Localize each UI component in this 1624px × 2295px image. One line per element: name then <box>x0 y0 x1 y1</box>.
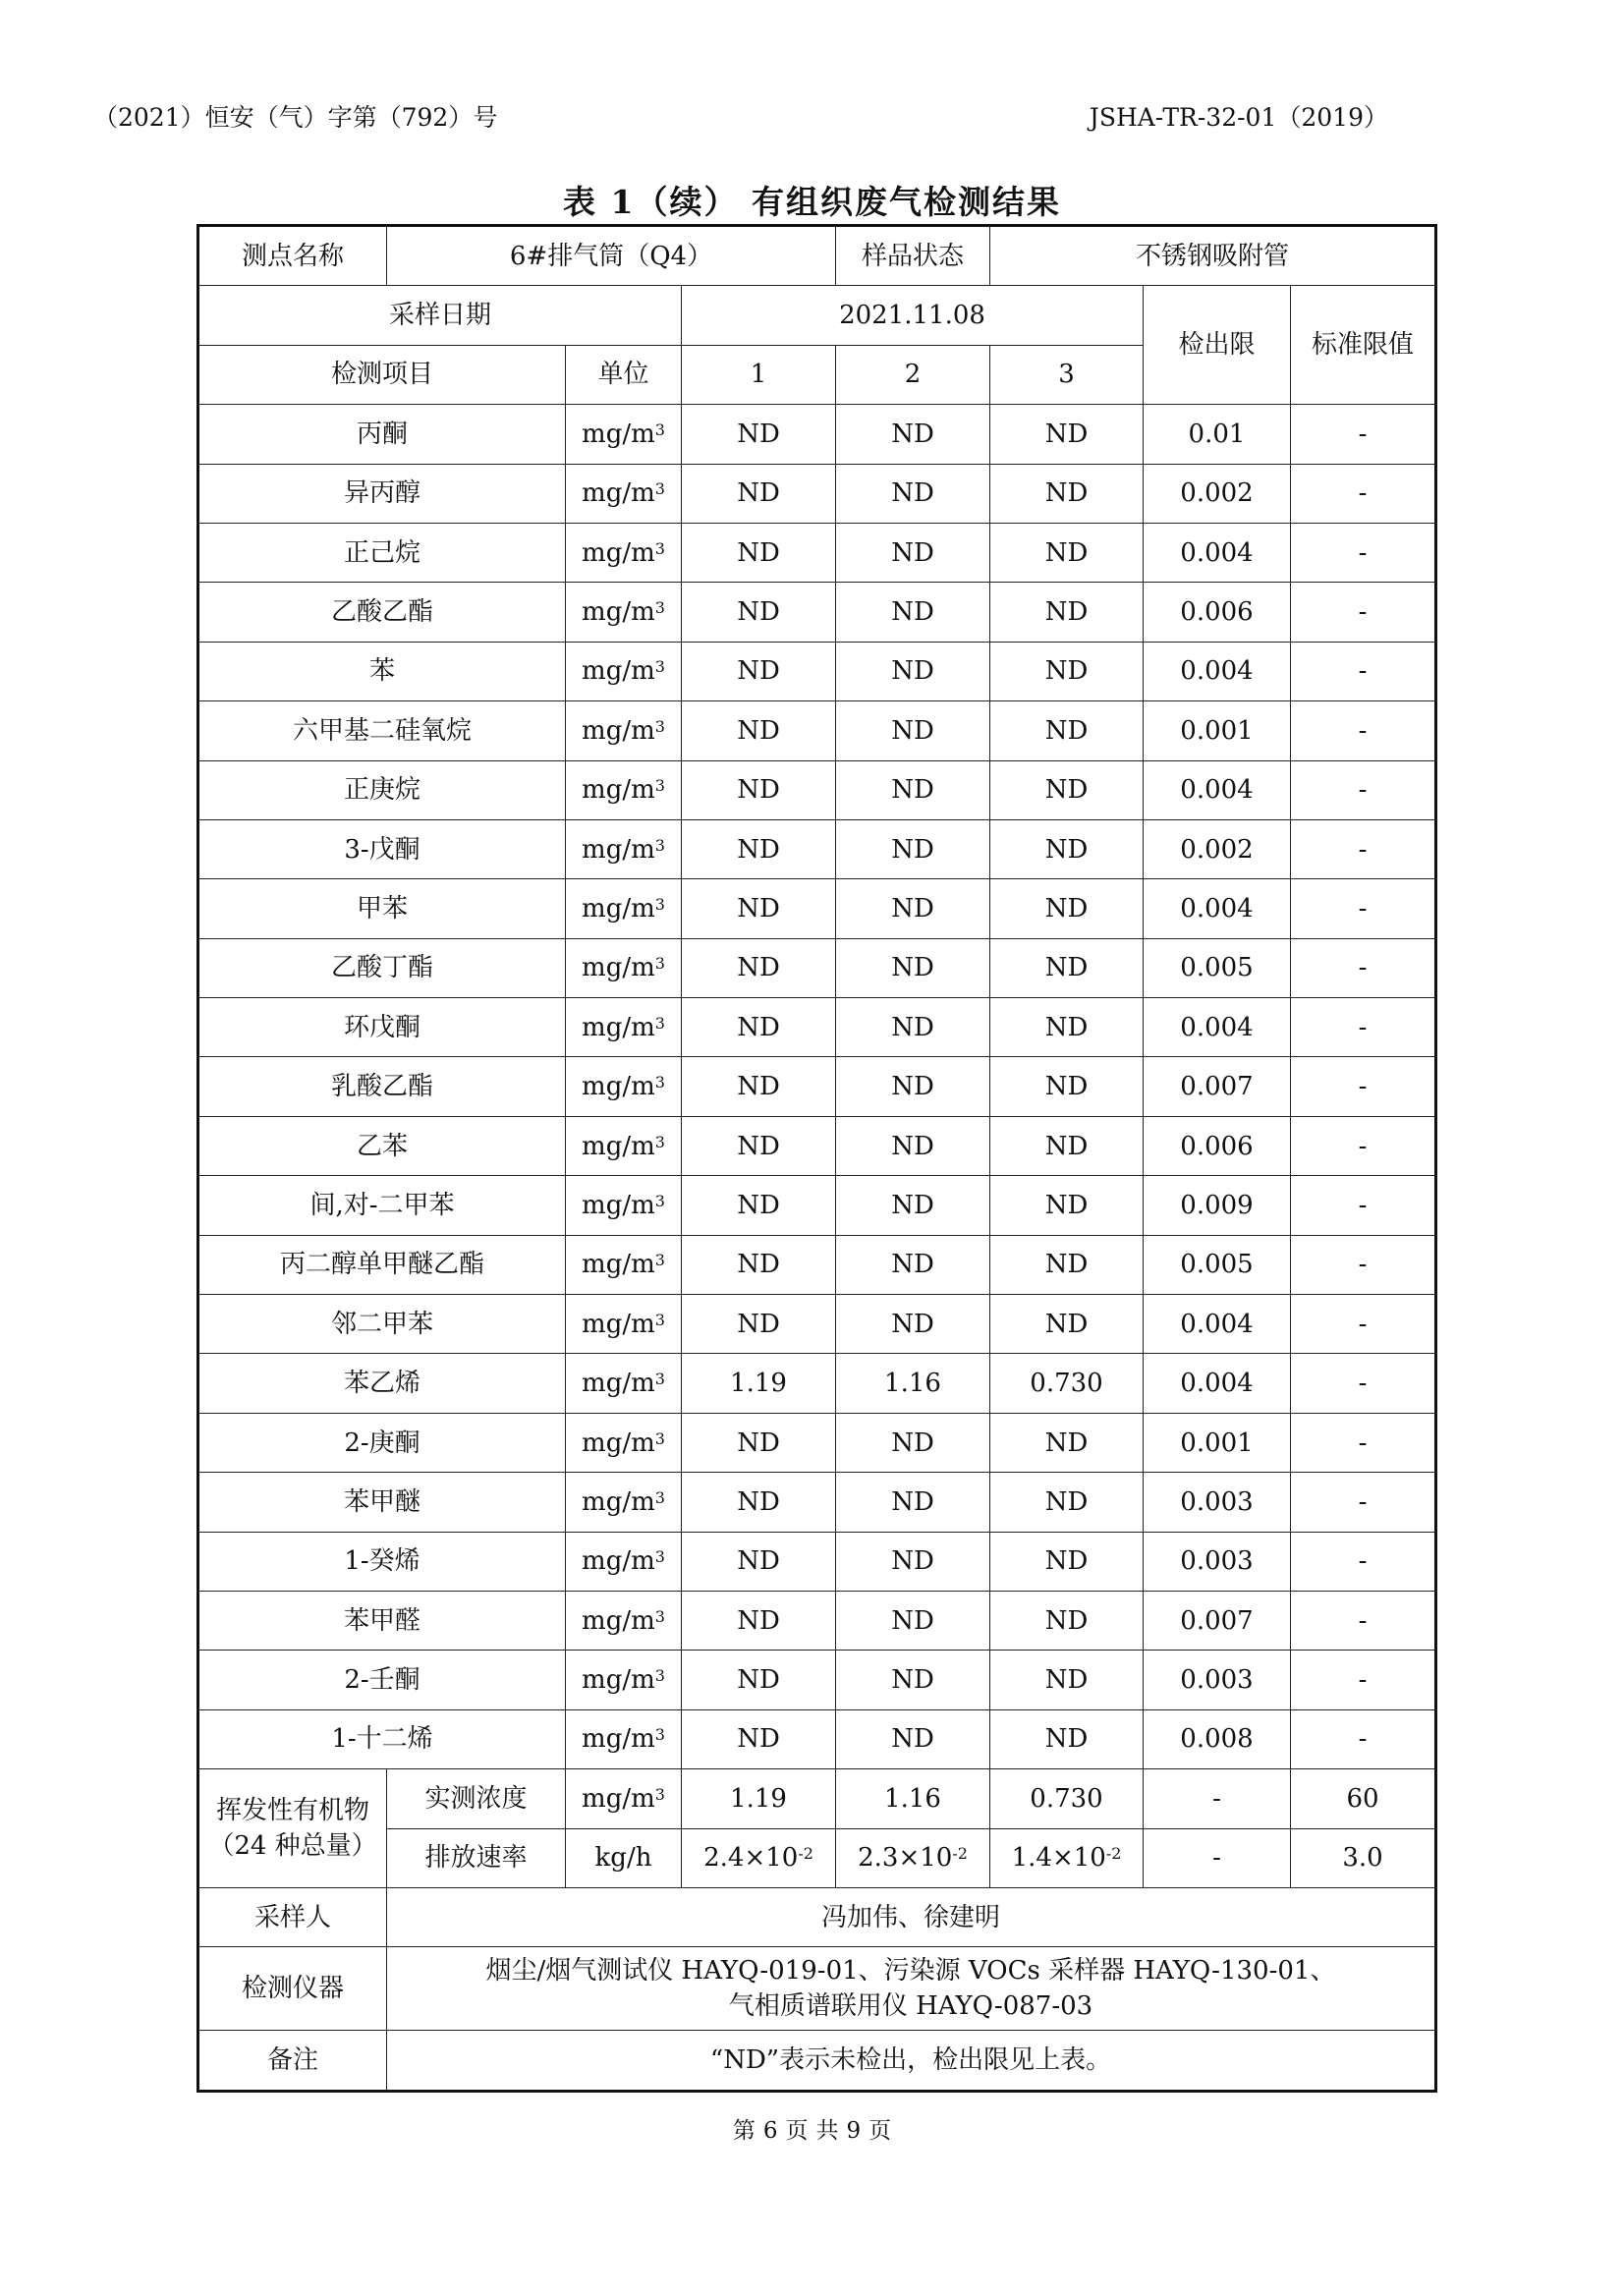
compound-name: 邻二甲苯 <box>198 1295 566 1354</box>
measured-unit: $mg/m^3$ <box>566 1769 682 1828</box>
run-1-value: ND <box>682 1116 836 1175</box>
compound-name: 环戊酮 <box>198 998 566 1057</box>
footer-p2: 页 <box>785 2118 809 2144</box>
compound-name: 苯乙烯 <box>198 1354 566 1413</box>
compound-name: 苯甲醚 <box>198 1473 566 1532</box>
item-header: 检测项目 <box>198 345 566 404</box>
table-row <box>198 760 1436 819</box>
detect-limit: 0.007 <box>1144 1057 1291 1116</box>
run-3-value: ND <box>990 938 1144 997</box>
info-row-point <box>198 226 1436 286</box>
standard-limit: - <box>1291 1176 1436 1235</box>
run-1-value: ND <box>682 405 836 464</box>
compound-name: 甲苯 <box>198 879 566 938</box>
compound-name: 1-癸烯 <box>198 1532 566 1591</box>
info-row-date <box>198 286 1436 345</box>
table-row <box>198 1354 1436 1413</box>
run-3-value: ND <box>990 879 1144 938</box>
run-1-value: ND <box>682 1473 836 1532</box>
unit: $mg/m^3$ <box>566 1532 682 1591</box>
unit: $mg/m^3$ <box>566 760 682 819</box>
table-row <box>198 1532 1436 1591</box>
run-2-value: ND <box>836 1709 990 1768</box>
run-1-value: ND <box>682 1532 836 1591</box>
run-3-value: ND <box>990 642 1144 700</box>
detect-limit: 0.003 <box>1144 1532 1291 1591</box>
remark-row <box>198 2031 1436 2091</box>
run-1-value: ND <box>682 819 836 878</box>
voc-total-label-line1: 挥发性有机物 <box>215 1796 369 1826</box>
remark-value: “ND”表示未检出，检出限见上表。 <box>387 2031 1436 2091</box>
unit: $mg/m^3$ <box>566 642 682 700</box>
table-title: 表 1（续） 有组织废气检测结果 <box>563 183 1061 221</box>
measured-limit: - <box>1144 1769 1291 1828</box>
detect-limit: 0.004 <box>1144 998 1291 1057</box>
detect-limit: 0.004 <box>1144 1295 1291 1354</box>
run-3-value: ND <box>990 998 1144 1057</box>
point-value: 6#排气筒（Q4） <box>387 226 836 286</box>
run-3-value: ND <box>990 1235 1144 1294</box>
table-row <box>198 405 1436 464</box>
detect-limit: 0.004 <box>1144 523 1291 582</box>
compound-name: 乙苯 <box>198 1116 566 1175</box>
run-3-value: ND <box>990 523 1144 582</box>
run-2-value: ND <box>836 523 990 582</box>
unit: $mg/m^3$ <box>566 1116 682 1175</box>
run-3-value: ND <box>990 701 1144 760</box>
table-row <box>198 1709 1436 1768</box>
run-3-header: 3 <box>990 345 1144 404</box>
table-row <box>198 879 1436 938</box>
unit: $mg/m^3$ <box>566 1473 682 1532</box>
unit: $mg/m^3$ <box>566 998 682 1057</box>
run-3-value: ND <box>990 1709 1144 1768</box>
run-2-value: ND <box>836 1235 990 1294</box>
standard-limit: - <box>1291 642 1436 700</box>
run-2-value: ND <box>836 464 990 523</box>
table-row <box>198 819 1436 878</box>
run-2-value: ND <box>836 1116 990 1175</box>
compound-name: 乙酸丁酯 <box>198 938 566 997</box>
unit: $mg/m^3$ <box>566 938 682 997</box>
detect-limit: 0.004 <box>1144 760 1291 819</box>
run-3-value: ND <box>990 1057 1144 1116</box>
compound-name: 苯 <box>198 642 566 700</box>
sampler-row <box>198 1887 1436 1946</box>
remark-label: 备注 <box>198 2031 387 2091</box>
sampler-label: 采样人 <box>198 1887 387 1946</box>
run-3-value: ND <box>990 819 1144 878</box>
measured-label: 实测浓度 <box>387 1769 566 1828</box>
compound-name: 1-十二烯 <box>198 1709 566 1768</box>
detect-limit: 0.005 <box>1144 1235 1291 1294</box>
emission-unit: kg/h <box>566 1828 682 1887</box>
run-1-value: ND <box>682 1651 836 1709</box>
run-2-value: ND <box>836 1651 990 1709</box>
footer-page: 6 <box>762 2118 778 2144</box>
table-row <box>198 998 1436 1057</box>
run-1-value: ND <box>682 701 836 760</box>
run-2-value: ND <box>836 1413 990 1472</box>
compound-name: 正己烷 <box>198 523 566 582</box>
standard-limit: - <box>1291 760 1436 819</box>
unit: $mg/m^3$ <box>566 1709 682 1768</box>
table-row <box>198 464 1436 523</box>
table-row <box>198 701 1436 760</box>
standard-limit-header: 标准限值 <box>1291 286 1436 405</box>
date-label: 采样日期 <box>198 286 682 345</box>
compound-name: 六甲基二硅氧烷 <box>198 701 566 760</box>
detect-limit: 0.004 <box>1144 642 1291 700</box>
unit: $mg/m^3$ <box>566 1295 682 1354</box>
instrument-row <box>198 1947 1436 2031</box>
table-row <box>198 642 1436 700</box>
instrument-line-2: 气相质谱联用仪 HAYQ-087-03 <box>728 1991 1093 2022</box>
compound-name: 苯甲醛 <box>198 1591 566 1650</box>
emission-label: 排放速率 <box>387 1828 566 1887</box>
standard-limit: - <box>1291 1709 1436 1768</box>
detect-limit: 0.004 <box>1144 1354 1291 1413</box>
page-footer <box>0 2112 1624 2145</box>
sampler-value: 冯加伟、徐建明 <box>387 1887 1436 1946</box>
results-table <box>196 224 1437 2093</box>
table-row <box>198 1651 1436 1709</box>
compound-name: 丙二醇单甲醚乙酯 <box>198 1235 566 1294</box>
unit: $mg/m^3$ <box>566 819 682 878</box>
footer-total: 9 <box>846 2118 862 2144</box>
detect-limit: 0.006 <box>1144 1116 1291 1175</box>
instrument-label: 检测仪器 <box>198 1947 387 2031</box>
compound-name: 2-壬酮 <box>198 1651 566 1709</box>
run-1-value: ND <box>682 1295 836 1354</box>
standard-limit: - <box>1291 1413 1436 1472</box>
date-value: 2021.11.08 <box>682 286 1144 345</box>
emission-standard: 3.0 <box>1291 1828 1436 1887</box>
compound-name: 乙酸乙酯 <box>198 583 566 642</box>
run-1-value: ND <box>682 464 836 523</box>
standard-limit: - <box>1291 523 1436 582</box>
unit: $mg/m^3$ <box>566 1057 682 1116</box>
run-3-value: ND <box>990 1532 1144 1591</box>
emission-run-2: $2.3\times 10^{-2}$ <box>836 1828 990 1887</box>
run-1-value: ND <box>682 760 836 819</box>
run-2-value: ND <box>836 1295 990 1354</box>
standard-limit: - <box>1291 879 1436 938</box>
compound-name: 异丙醇 <box>198 464 566 523</box>
standard-limit: - <box>1291 998 1436 1057</box>
standard-limit: - <box>1291 1473 1436 1532</box>
run-3-value: ND <box>990 1295 1144 1354</box>
table-row <box>198 1116 1436 1175</box>
run-2-value: ND <box>836 760 990 819</box>
detect-limit: 0.002 <box>1144 464 1291 523</box>
run-2-value: ND <box>836 819 990 878</box>
run-2-value: ND <box>836 642 990 700</box>
compound-name: 正庚烷 <box>198 760 566 819</box>
compound-name: 2-庚酮 <box>198 1413 566 1472</box>
detect-limit: 0.008 <box>1144 1709 1291 1768</box>
run-3-value: ND <box>990 1651 1144 1709</box>
run-2-value: 1.16 <box>836 1354 990 1413</box>
run-3-value: ND <box>990 1591 1144 1650</box>
unit: $mg/m^3$ <box>566 1176 682 1235</box>
detect-limit: 0.007 <box>1144 1591 1291 1650</box>
run-3-value: ND <box>990 583 1144 642</box>
measured-run-1: 1.19 <box>682 1769 836 1828</box>
compound-name: 3-戊酮 <box>198 819 566 878</box>
compound-name: 丙酮 <box>198 405 566 464</box>
run-1-value: ND <box>682 523 836 582</box>
run-1-value: ND <box>682 1413 836 1472</box>
detect-limit: 0.003 <box>1144 1651 1291 1709</box>
unit: $mg/m^3$ <box>566 879 682 938</box>
run-1-value: ND <box>682 1591 836 1650</box>
standard-limit: - <box>1291 464 1436 523</box>
run-1-value: ND <box>682 1057 836 1116</box>
unit: $mg/m^3$ <box>566 405 682 464</box>
run-3-value: 0.730 <box>990 1354 1144 1413</box>
measured-run-3: 0.730 <box>990 1769 1144 1828</box>
detect-limit: 0.002 <box>1144 819 1291 878</box>
run-3-value: ND <box>990 1473 1144 1532</box>
data-rows <box>198 405 1436 1769</box>
standard-limit: - <box>1291 1651 1436 1709</box>
run-2-header: 2 <box>836 345 990 404</box>
run-3-value: ND <box>990 1116 1144 1175</box>
run-1-header: 1 <box>682 345 836 404</box>
voc-total-label <box>198 1769 387 1888</box>
table-row <box>198 1591 1436 1650</box>
table-row <box>198 1295 1436 1354</box>
table-row <box>198 1235 1436 1294</box>
run-1-value: ND <box>682 938 836 997</box>
standard-limit: - <box>1291 1591 1436 1650</box>
detect-limit: 0.006 <box>1144 583 1291 642</box>
table-row <box>198 938 1436 997</box>
standard-limit: - <box>1291 1354 1436 1413</box>
unit: $mg/m^3$ <box>566 1651 682 1709</box>
compound-name: 间,对-二甲苯 <box>198 1176 566 1235</box>
emission-limit: - <box>1144 1828 1291 1887</box>
measured-run-2: 1.16 <box>836 1769 990 1828</box>
run-2-value: ND <box>836 405 990 464</box>
emission-run-1: $2.4\times 10^{-2}$ <box>682 1828 836 1887</box>
detect-limit: 0.003 <box>1144 1473 1291 1532</box>
instrument-line-1: 烟尘/烟气测试仪 HAYQ-019-01、污染源 VOCs 采样器 HAYQ-130-01、 <box>485 1956 1336 1987</box>
standard-limit: - <box>1291 1295 1436 1354</box>
table-row <box>198 1176 1436 1235</box>
detect-limit: 0.005 <box>1144 938 1291 997</box>
run-3-value: ND <box>990 405 1144 464</box>
run-3-value: ND <box>990 1176 1144 1235</box>
unit: $mg/m^3$ <box>566 464 682 523</box>
run-1-value: ND <box>682 642 836 700</box>
unit: $mg/m^3$ <box>566 1413 682 1472</box>
footer-p4: 页 <box>868 2118 892 2144</box>
run-2-value: ND <box>836 701 990 760</box>
unit-header: 单位 <box>566 345 682 404</box>
detect-limit-header: 检出限 <box>1144 286 1291 405</box>
standard-limit: - <box>1291 1116 1436 1175</box>
run-1-value: ND <box>682 1235 836 1294</box>
table-row <box>198 1413 1436 1472</box>
instrument-value <box>387 1947 1436 2031</box>
unit: $mg/m^3$ <box>566 701 682 760</box>
run-3-value: ND <box>990 1413 1144 1472</box>
run-1-value: ND <box>682 879 836 938</box>
emission-run-3: $1.4\times 10^{-2}$ <box>990 1828 1144 1887</box>
run-2-value: ND <box>836 879 990 938</box>
standard-limit: - <box>1291 701 1436 760</box>
voc-total-label-line2: （24 种总量） <box>208 1831 377 1862</box>
detect-limit: 0.01 <box>1144 405 1291 464</box>
run-2-value: ND <box>836 1591 990 1650</box>
report-number: （2021）恒安（气）字第（792）号 <box>93 103 498 132</box>
document-code: JSHA-TR-32-01（2019） <box>1089 103 1388 132</box>
unit: $mg/m^3$ <box>566 1591 682 1650</box>
run-2-value: ND <box>836 1176 990 1235</box>
run-2-value: ND <box>836 1057 990 1116</box>
standard-limit: - <box>1291 583 1436 642</box>
state-label: 样品状态 <box>836 226 990 286</box>
run-2-value: ND <box>836 1532 990 1591</box>
run-1-value: ND <box>682 583 836 642</box>
unit: $mg/m^3$ <box>566 1354 682 1413</box>
unit: $mg/m^3$ <box>566 583 682 642</box>
table-row <box>198 583 1436 642</box>
unit: $mg/m^3$ <box>566 523 682 582</box>
standard-limit: - <box>1291 819 1436 878</box>
table-row <box>198 523 1436 582</box>
compound-name: 乳酸乙酯 <box>198 1057 566 1116</box>
detect-limit: 0.004 <box>1144 879 1291 938</box>
detect-limit: 0.001 <box>1144 1413 1291 1472</box>
run-2-value: ND <box>836 583 990 642</box>
footer-p3: 共 <box>815 2118 839 2144</box>
run-1-value: ND <box>682 998 836 1057</box>
standard-limit: - <box>1291 1235 1436 1294</box>
run-1-value: ND <box>682 1709 836 1768</box>
point-label: 测点名称 <box>198 226 387 286</box>
detect-limit: 0.001 <box>1144 701 1291 760</box>
run-2-value: ND <box>836 938 990 997</box>
run-3-value: ND <box>990 760 1144 819</box>
footer-p1: 第 <box>732 2118 756 2144</box>
detect-limit: 0.009 <box>1144 1176 1291 1235</box>
standard-limit: - <box>1291 1532 1436 1591</box>
measured-standard: 60 <box>1291 1769 1436 1828</box>
table-row <box>198 1473 1436 1532</box>
run-2-value: ND <box>836 998 990 1057</box>
state-value: 不锈钢吸附管 <box>990 226 1436 286</box>
run-3-value: ND <box>990 464 1144 523</box>
table-row <box>198 1057 1436 1116</box>
voc-measured-row <box>198 1769 1436 1828</box>
standard-limit: - <box>1291 1057 1436 1116</box>
unit: $mg/m^3$ <box>566 1235 682 1294</box>
run-1-value: ND <box>682 1176 836 1235</box>
run-2-value: ND <box>836 1473 990 1532</box>
run-1-value: 1.19 <box>682 1354 836 1413</box>
standard-limit: - <box>1291 405 1436 464</box>
standard-limit: - <box>1291 938 1436 997</box>
